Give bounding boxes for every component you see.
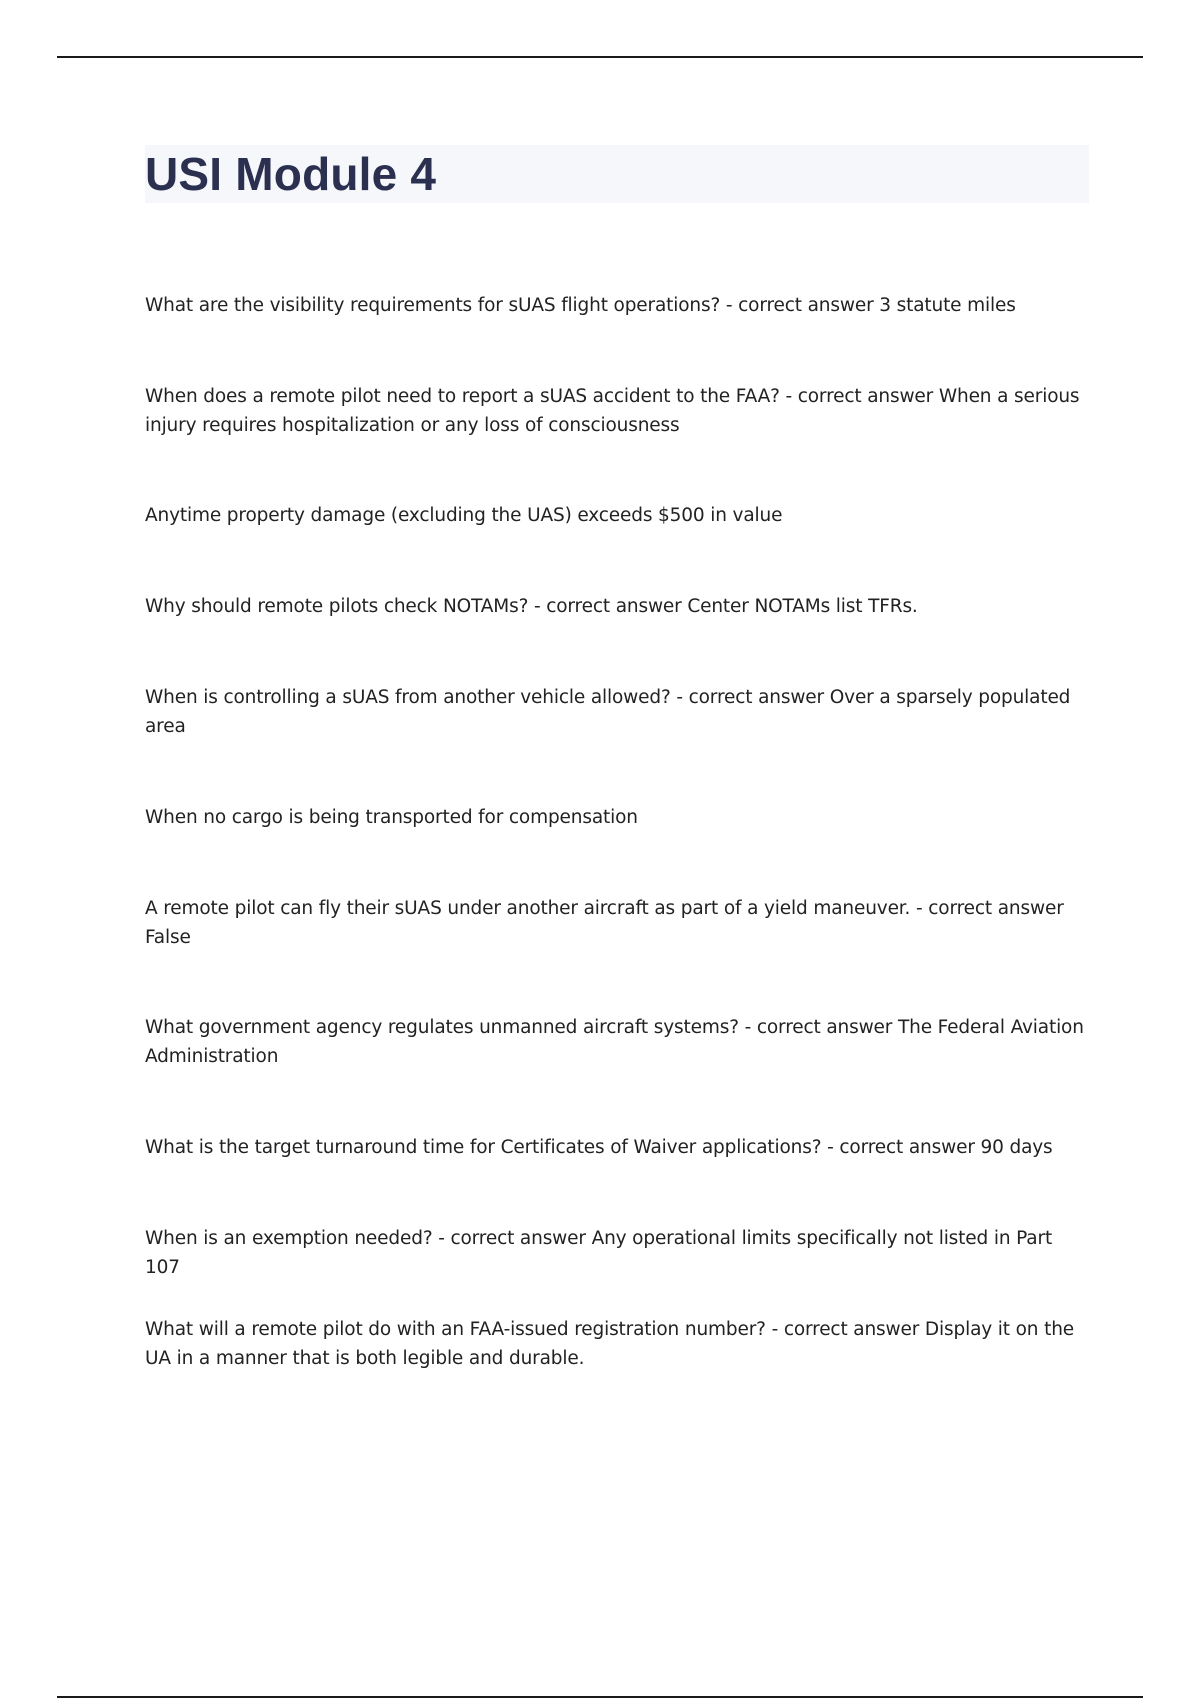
qa-paragraph-5: When is controlling a sUAS from another vehicle allowed? - correct answer Over a sparsely populated area <box>145 687 1071 737</box>
qa-paragraph-1: What are the visibility requirements for sUAS flight operations? - correct answer 3 statute miles <box>145 295 1016 316</box>
qa-paragraph-6: When no cargo is being transported for compensation <box>145 807 638 828</box>
page-title: USI Module 4 <box>145 148 437 200</box>
qa-paragraph-8: What government agency regulates unmanned aircraft systems? - correct answer The Federal Aviation Administration <box>145 1017 1084 1067</box>
footer-rule <box>57 1696 1143 1698</box>
qa-paragraph-9: What is the target turnaround time for Certificates of Waiver applications? - correct answer 90 days <box>145 1137 1053 1158</box>
qa-paragraph-11: What will a remote pilot do with an FAA-issued registration number? - correct answer Display it on the UA in a manner that is both legible and durable. <box>145 1319 1075 1369</box>
qa-paragraph-2: When does a remote pilot need to report a sUAS accident to the FAA? - correct answer When a serious injury requires hospitalization or any loss of consciousness <box>145 386 1080 436</box>
qa-paragraph-4: Why should remote pilots check NOTAMs? - correct answer Center NOTAMs list TFRs. <box>145 596 918 617</box>
header-rule <box>57 56 1143 58</box>
title-band <box>145 145 1089 203</box>
qa-paragraph-10: When is an exemption needed? - correct answer Any operational limits specifically not listed in Part 107 <box>145 1228 1053 1278</box>
qa-paragraph-7: A remote pilot can fly their sUAS under another aircraft as part of a yield maneuver. - correct answer False <box>145 898 1064 948</box>
qa-paragraph-3: Anytime property damage (excluding the UAS) exceeds $500 in value <box>145 505 783 526</box>
